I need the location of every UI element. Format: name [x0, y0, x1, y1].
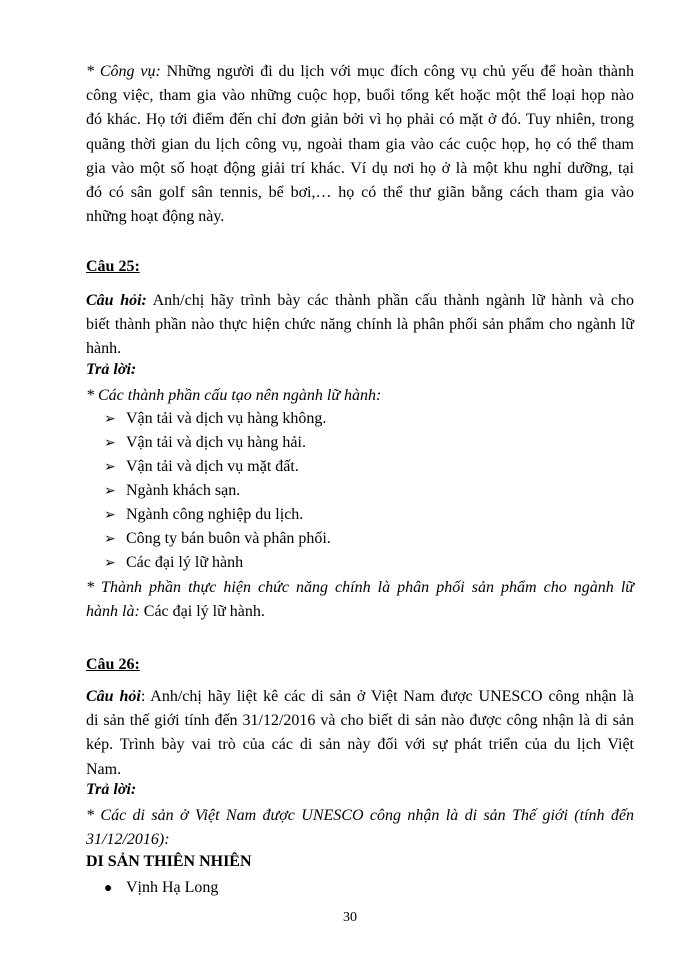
conclusion-line: * Thành phần thực hiện chức năng chính là phân phối sản phẩm cho ngành lữ	[86, 579, 634, 596]
cau26-title: Câu 26:	[86, 656, 140, 673]
dot-bullet-icon: ●	[104, 881, 113, 896]
cong-vu-line: quãng thời gian du lịch công vụ, ngoài tham gia vào các cuộc họp, họ có thể tham	[86, 135, 634, 153]
cau26-question-line: Nam.	[86, 760, 122, 778]
component-item: ➢ Các đại lý lữ hành	[104, 551, 243, 575]
arrow-bullet-icon: ➢	[104, 412, 116, 427]
cau26-question-line: kép. Trình bày vai trò của các di sản này đối với sự phát triển của du lịch Việt	[86, 736, 634, 754]
component-item: ➢ Vận tải và dịch vụ hàng không.	[104, 407, 326, 431]
cong-vu-label: * Công vụ:	[86, 63, 161, 80]
component-item: ➢ Vận tải và dịch vụ hàng hải.	[104, 431, 306, 455]
cau25-components-intro: * Các thành phần cấu tạo nên ngành lữ hành:	[86, 387, 382, 404]
page-number: 30	[343, 910, 357, 925]
question-label: Câu hỏi:	[86, 292, 147, 309]
cong-vu-line: những hoạt động này.	[86, 208, 225, 226]
component-item: ➢ Công ty bán buôn và phân phối.	[104, 527, 331, 551]
cau25-question-line: hành.	[86, 340, 122, 358]
arrow-bullet-icon: ➢	[104, 532, 116, 547]
arrow-bullet-icon: ➢	[104, 508, 116, 523]
natural-heritage-heading: DI SẢN THIÊN NHIÊN	[86, 853, 252, 870]
natural-heritage-item: ● Vịnh Hạ Long	[104, 876, 218, 900]
conclusion-line: hành là: Các đại lý lữ hành.	[86, 603, 265, 621]
component-item: ➢ Ngành công nghiệp du lịch.	[104, 503, 303, 527]
arrow-bullet-icon: ➢	[104, 484, 116, 499]
cau26-heritage-intro	[86, 804, 634, 852]
heritage-intro-line: 31/12/2016):	[86, 831, 170, 849]
cau26-question-line: Câu hỏi: Anh/chị hãy liệt kê các di sản ở Việt Nam được UNESCO công nhận là	[86, 688, 634, 705]
arrow-bullet-icon: ➢	[104, 436, 116, 451]
cau26-question	[86, 685, 634, 782]
cau25-question-line: Câu hỏi: Anh/chị hãy trình bày các thành phần cấu thành ngành lữ hành và cho	[86, 292, 634, 309]
arrow-bullet-icon: ➢	[104, 460, 116, 475]
cong-vu-line: gia vào một số hoạt động giải trí khác. Ví dụ nơi họ ở là một khu nghỉ dưỡng, tại	[86, 159, 634, 177]
cong-vu-line: đó có sân golf sân tennis, bể bơi,… họ có thể thư giãn bằng cách tham gia vào	[86, 184, 634, 202]
cau25-answer-label: Trả lời:	[86, 361, 137, 378]
cong-vu-paragraph	[86, 60, 634, 229]
cau26-question-line: di sản thế giới tính đến 31/12/2016 và cho biết di sản nào được công nhận là di sản	[86, 712, 634, 730]
cong-vu-line: đó khác. Họ tới điểm đến chỉ đơn giản bởi vì họ phải có mặt ở đó. Tuy nhiên, trong	[86, 111, 634, 129]
cau25-question-line: biết thành phần nào thực hiện chức năng chính là phân phối sản phẩm cho ngành lữ	[86, 316, 634, 334]
cong-vu-line: công việc, tham gia vào những cuộc họp, buổi tổng kết hoặc một thể loại họp nào	[86, 87, 634, 105]
component-item: ➢ Vận tải và dịch vụ mặt đất.	[104, 455, 299, 479]
cau25-title: Câu 25:	[86, 258, 140, 275]
heritage-intro-line: * Các di sản ở Việt Nam được UNESCO công nhận là di sản Thế giới (tính đến	[86, 807, 634, 824]
arrow-bullet-icon: ➢	[104, 556, 116, 571]
cau25-question	[86, 289, 634, 362]
question-label: Câu hỏi	[86, 688, 141, 705]
cau25-conclusion	[86, 576, 634, 624]
cong-vu-line: * Công vụ: Những người đi du lịch với mục đích công vụ chủ yếu để hoàn thành	[86, 63, 635, 80]
component-item: ➢ Ngành khách sạn.	[104, 479, 240, 503]
cau26-answer-label: Trả lời:	[86, 781, 137, 798]
